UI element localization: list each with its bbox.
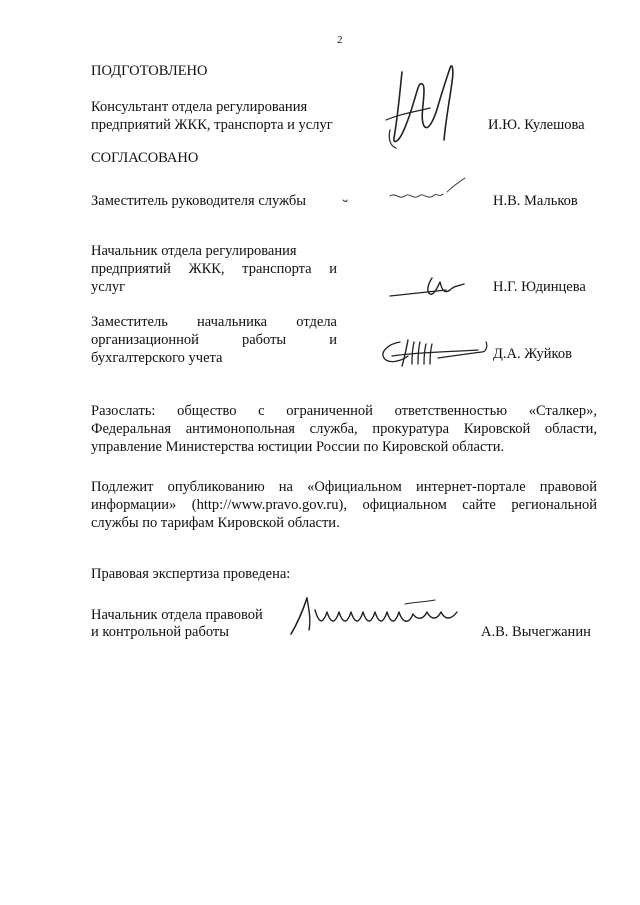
prepared-heading: ПОДГОТОВЛЕНО — [91, 63, 208, 79]
legal-position-line1: Начальник отдела правовой — [91, 607, 263, 623]
legal-name: А.В. Вычегжанин — [481, 624, 591, 640]
publication-line3: службы по тарифам Кировской области. — [91, 515, 340, 531]
signer3-position-line1: Заместитель начальника отдела — [91, 314, 337, 330]
signature-kuleshova — [380, 60, 470, 155]
signer3-name: Д.А. Жуйков — [493, 346, 572, 362]
signer3-position-line3: бухгалтерского учета — [91, 350, 223, 366]
publication-line1: Подлежит опубликованию на «Официальном интернет-портале правовой — [91, 479, 597, 495]
signer3-position — [91, 314, 337, 367]
signer1-position: Заместитель руководителя службы — [91, 193, 307, 209]
signature-zhuykov — [378, 336, 493, 370]
signer2-position — [91, 243, 337, 296]
distribution-paragraph — [91, 402, 597, 456]
distribution-line1: Разослать: общество с ограниченной ответственностью «Сталкер», — [91, 403, 597, 419]
legal-review-statement: Правовая экспертиза проведена: — [91, 566, 291, 582]
prepared-position-line2: предприятий ЖКК, транспорта и услуг — [91, 117, 333, 133]
legal-position-line2: и контрольной работы — [91, 624, 229, 640]
distribution-line3: управление Министерства юстиции России по Кировской области. — [91, 439, 505, 455]
publication-line2: информации» (http://www.pravo.gov.ru), официальном сайте региональной — [91, 497, 597, 513]
prepared-position-line1: Консультант отдела регулирования — [91, 99, 308, 115]
page-number: 2 — [337, 34, 343, 46]
signature-yudintseva — [388, 272, 470, 302]
signer2-position-line1: Начальник отдела регулирования — [91, 243, 297, 259]
signer2-name: Н.Г. Юдинцева — [493, 279, 586, 295]
distribution-line2: Федеральная антимонопольная служба, прокуратура Кировской области, — [91, 421, 597, 437]
publication-paragraph — [91, 478, 597, 532]
signature-malkov — [335, 172, 475, 212]
signer2-position-line2: предприятий ЖКК, транспорта и — [91, 261, 337, 277]
signature-vychegzhanin — [285, 590, 465, 640]
signer3-position-line2: организационной работы и — [91, 332, 337, 348]
signer1-name: Н.В. Мальков — [493, 193, 578, 209]
signer2-position-line3: услуг — [91, 279, 126, 295]
prepared-name: И.Ю. Кулешова — [488, 117, 585, 133]
agreed-heading: СОГЛАСОВАНО — [91, 150, 199, 166]
